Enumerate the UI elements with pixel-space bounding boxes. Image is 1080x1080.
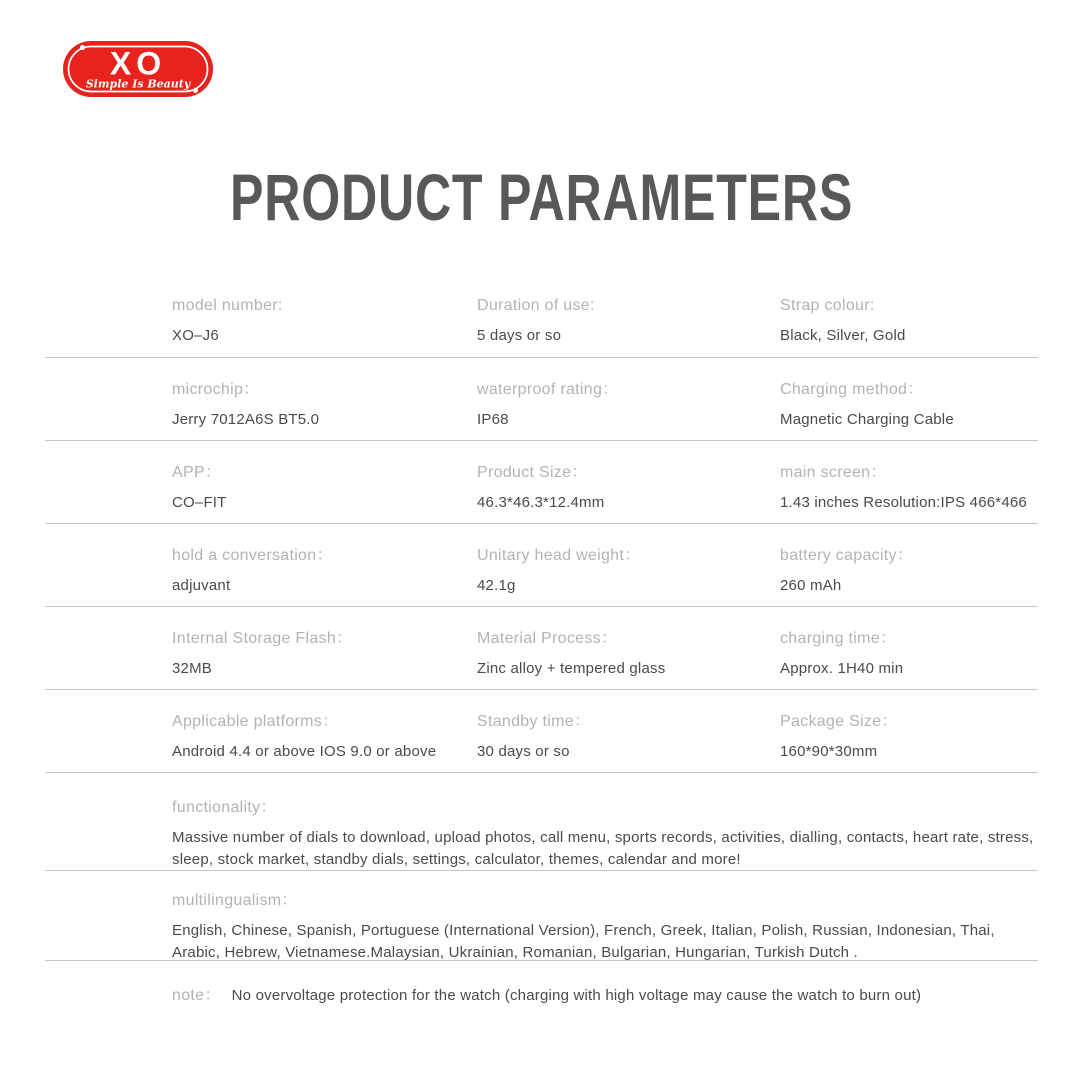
spec-label: Strap colour:	[780, 297, 875, 314]
spec-label: model number:	[172, 297, 283, 314]
spec-label: Internal Storage Flash：	[172, 630, 353, 647]
spec-value: 260 mAh	[780, 577, 842, 594]
spec-row-3	[45, 441, 1038, 524]
spec-cell-package-size	[780, 708, 1038, 772]
spec-value: 30 days or so	[477, 743, 570, 760]
spec-cell-model-number	[172, 297, 477, 357]
note-label: note：	[172, 987, 221, 1004]
spec-row-note	[45, 961, 1038, 1005]
spec-value: 1.43 inches Resolution:IPS 466*466	[780, 494, 1027, 511]
spec-label: Standby time：	[477, 713, 591, 730]
spec-cell-duration-of-use	[477, 297, 780, 357]
spec-cell-strap-colour	[780, 297, 1038, 357]
spec-label: functionality：	[172, 799, 277, 816]
spec-value: CO–FIT	[172, 494, 227, 511]
spec-cell-applicable-platforms	[172, 708, 477, 772]
spec-cell-standby-time	[477, 708, 780, 772]
spec-row-6	[45, 690, 1038, 773]
spec-value: 160*90*30mm	[780, 743, 878, 760]
spec-cell-charging-method	[780, 376, 1038, 440]
spec-cell-charging-time	[780, 625, 1038, 689]
spec-label: main screen：	[780, 464, 887, 481]
spec-cell-battery-capacity	[780, 542, 1038, 606]
spec-label: battery capacity：	[780, 547, 914, 564]
spec-label: Product Size：	[477, 464, 588, 481]
spec-row-5	[45, 607, 1038, 690]
spec-label: hold a conversation：	[172, 547, 333, 564]
logo-tagline-text: Simple Is Beauty	[85, 77, 191, 91]
spec-label: Charging method：	[780, 381, 924, 398]
note-text: No overvoltage protection for the watch (charging with high voltage may cause the watch to burn out)	[231, 987, 922, 1004]
spec-value: Jerry 7012A6S BT5.0	[172, 411, 320, 428]
spec-label: microchip：	[172, 381, 260, 398]
spec-cell-hold-a-conversation	[172, 542, 477, 606]
logo-dot-bottom-right	[193, 88, 198, 93]
spec-cell-material-process	[477, 625, 780, 689]
spec-value: Magnetic Charging Cable	[780, 411, 954, 428]
multilingualism-text: English, Chinese, Spanish, Portuguese (International Version), French, Greek, Italian, Polish, Russian, Indonesian, Thai, Arabic, Hebrew, Vietnamese.Malaysian, Ukrainian, Romanian, Bulgarian, Hungarian, Turkish Dutch .	[172, 922, 995, 961]
spec-row-2	[45, 358, 1038, 441]
spec-label: Material Process：	[477, 630, 618, 647]
spec-value: Zinc alloy + tempered glass	[477, 660, 666, 677]
spec-label: Duration of use:	[477, 297, 595, 314]
spec-table	[45, 288, 1038, 1005]
spec-value: adjuvant	[172, 577, 231, 594]
spec-value: XO–J6	[172, 327, 219, 344]
spec-value: Black, Silver, Gold	[780, 327, 906, 344]
spec-label: charging time：	[780, 630, 897, 647]
spec-label: Applicable platforms：	[172, 713, 339, 730]
spec-value: 46.3*46.3*12.4mm	[477, 494, 605, 511]
spec-cell-internal-storage-flash	[172, 625, 477, 689]
spec-value: 5 days or so	[477, 327, 562, 344]
spec-row-1	[45, 288, 1038, 358]
spec-value: IP68	[477, 411, 509, 428]
spec-label: APP：	[172, 464, 222, 481]
spec-cell-unitary-head-weight	[477, 542, 780, 606]
spec-label: Unitary head weight：	[477, 547, 641, 564]
spec-value: Android 4.4 or above IOS 9.0 or above	[172, 743, 437, 760]
spec-cell-microchip	[172, 376, 477, 440]
spec-row-functionality	[45, 773, 1038, 871]
spec-label: Package Size：	[780, 713, 898, 730]
spec-cell-product-size	[477, 459, 780, 523]
xo-brand-logo	[63, 41, 213, 97]
logo-brand-text: XO	[109, 45, 167, 82]
spec-cell-waterproof-rating	[477, 376, 780, 440]
spec-value: 32MB	[172, 660, 212, 677]
spec-label: multilingualism：	[172, 892, 298, 909]
spec-label: waterproof rating：	[477, 381, 619, 398]
spec-cell-main-screen	[780, 459, 1038, 523]
spec-value: 42.1g	[477, 577, 516, 594]
functionality-text: Massive number of dials to download, upload photos, call menu, sports records, activities, dialling, contacts, heart rate, stress, sleep, stock market, standby dials, settings, calculator, themes, calendar and more!	[172, 829, 1034, 868]
spec-cell-app	[172, 459, 477, 523]
spec-value: Approx. 1H40 min	[780, 660, 904, 677]
logo-dot-top-left	[80, 45, 85, 50]
page-title: PRODUCT PARAMETERS	[230, 160, 854, 234]
spec-row-4	[45, 524, 1038, 607]
spec-row-multilingualism	[45, 871, 1038, 961]
